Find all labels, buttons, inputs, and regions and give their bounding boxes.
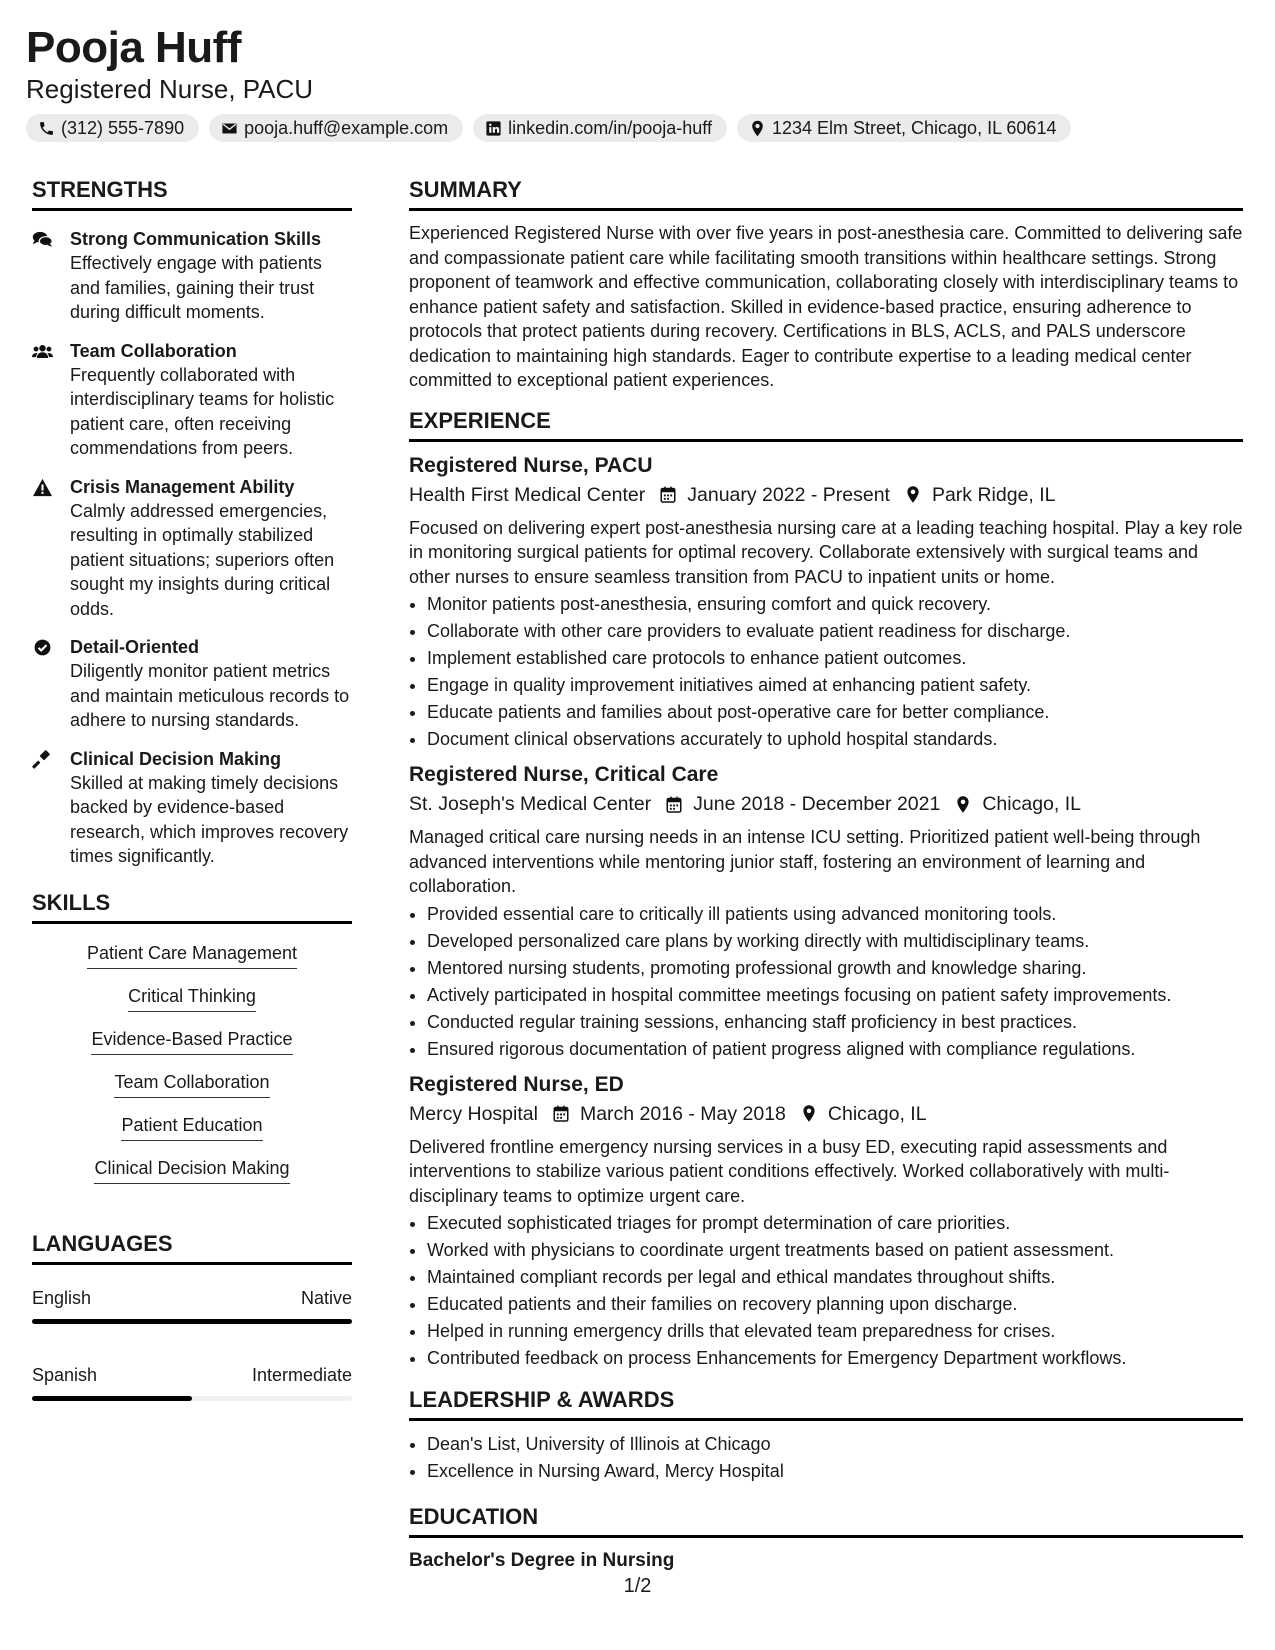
- list-item: • Excellence in Nursing Award, Mercy Hospital: [427, 1458, 1243, 1485]
- skill-tag: Patient Education: [32, 1112, 352, 1141]
- role-description: Managed critical care nursing needs in an intense ICU setting. Prioritized patient well-being through advanced interventions while mentoring junior staff, fostering an environment of learning and collaboration.: [409, 827, 1201, 896]
- strength-desc: Frequently collaborated with interdisciplinary teams for holistic patient care, often receiving commendations from peers.: [70, 364, 335, 458]
- strength-title: Clinical Decision Making: [70, 748, 282, 769]
- strength-item: [32, 227, 352, 325]
- skill-tag: Team Collaboration: [32, 1069, 352, 1098]
- language-name: Spanish: [32, 1364, 98, 1385]
- role-bullets: [409, 901, 1243, 1063]
- contact-address[interactable]: [737, 114, 1072, 142]
- strength-item: [32, 339, 352, 461]
- contact-email[interactable]: [209, 114, 463, 142]
- strength-desc: Diligently monitor patient metrics and maintain meticulous records to adhere to nursing standards.: [70, 661, 350, 730]
- role-location: Park Ridge, IL: [931, 483, 1056, 506]
- list-item: • Worked with physicians to coordinate urgent treatments based on patient assessment.: [427, 1237, 1243, 1264]
- language-level: Intermediate: [251, 1364, 352, 1385]
- skills-heading: SKILLS: [32, 889, 352, 924]
- contact-text: pooja.huff@example.com: [244, 117, 449, 138]
- page-number: 1/2: [623, 1575, 652, 1597]
- list-item: • Contributed feedback on process Enhancements for Emergency Department workflows.: [427, 1345, 1243, 1372]
- skill-tag: Patient Care Management: [32, 940, 352, 969]
- role-location: Chicago, IL: [827, 1102, 927, 1125]
- linkedin-icon: [485, 120, 502, 137]
- language-item: [32, 1362, 352, 1401]
- comments-icon: [32, 230, 53, 249]
- education-degree: Bachelor's Degree in Nursing: [409, 1550, 675, 1571]
- list-item: • Document clinical observations accurately to uphold hospital standards.: [427, 726, 1243, 753]
- strength-desc: Calmly addressed emergencies, resulting in optimally stabilized patient situations; superiors often sought my insights during critical odds.: [70, 500, 335, 619]
- list-item: • Engage in quality improvement initiatives aimed at enhancing patient safety.: [427, 672, 1243, 699]
- list-item: • Executed sophisticated triages for prompt determination of care priorities.: [427, 1210, 1243, 1237]
- strength-item: [32, 635, 352, 733]
- strength-desc: Skilled at making timely decisions backed by evidence-based research, which improves recovery times significantly.: [70, 772, 349, 866]
- list-item: • Implement established care protocols to enhance patient outcomes.: [427, 645, 1243, 672]
- calendar-icon: [665, 795, 683, 814]
- strength-item: [32, 747, 352, 869]
- list-item: • Ensured rigorous documentation of patient progress aligned with compliance regulations.: [427, 1036, 1243, 1063]
- experience-heading: EXPERIENCE: [409, 407, 1243, 442]
- role-title: Registered Nurse, Critical Care: [409, 763, 719, 786]
- role-employer: St. Joseph's Medical Center: [409, 793, 652, 815]
- list-item: • Monitor patients post-anesthesia, ensuring comfort and quick recovery.: [427, 591, 1243, 618]
- awards-list: [409, 1431, 1243, 1485]
- list-item: • Provided essential care to critically ill patients using advanced monitoring tools.: [427, 901, 1243, 928]
- left-column: [32, 176, 352, 1425]
- envelope-icon: [221, 120, 238, 137]
- skill-tag: Critical Thinking: [32, 983, 352, 1012]
- languages-heading: LANGUAGES: [32, 1230, 352, 1265]
- warning-icon: [32, 478, 53, 497]
- language-proficiency-bar: [32, 1319, 352, 1324]
- candidate-name: Pooja Huff: [26, 23, 241, 72]
- map-pin-icon: [904, 485, 922, 504]
- strength-title: Strong Communication Skills: [70, 229, 322, 249]
- contact-phone[interactable]: [26, 114, 199, 142]
- role-dates: June 2018 - December 2021: [693, 793, 941, 815]
- check-circle-icon: [32, 638, 53, 657]
- gavel-icon: [32, 750, 53, 769]
- strength-title: Crisis Management Ability: [70, 476, 295, 497]
- list-item: • Dean's List, University of Illinois at Chicago: [427, 1431, 1243, 1458]
- map-pin-icon: [954, 795, 972, 814]
- strengths-heading: STRENGTHS: [32, 176, 352, 211]
- strength-desc: Effectively engage with patients and families, gaining their trust during difficult moments.: [70, 253, 322, 322]
- experience-role: [409, 452, 1243, 754]
- calendar-icon: [552, 1104, 570, 1123]
- language-item: [32, 1285, 352, 1324]
- role-description: Focused on delivering expert post-anesthesia nursing care at a leading teaching hospital. Play a key role in monitoring surgical patients for optimal recovery. Collaborate extensively with surgical teams and other nurses to ensure seamless transition from PACU to inpatient units or home.: [409, 517, 1243, 587]
- education-heading: EDUCATION: [409, 1503, 1243, 1538]
- role-description: Delivered frontline emergency nursing services in a busy ED, executing rapid assessments and interventions to stabilize various patient conditions effectively. Worked collaboratively with multi-disciplinary teams to optimize urgent care.: [409, 1136, 1170, 1206]
- experience-role: [409, 761, 1243, 1063]
- contact-bar: [26, 114, 1071, 142]
- summary-heading: SUMMARY: [409, 176, 1243, 211]
- map-pin-icon: [749, 120, 766, 137]
- language-name: English: [32, 1287, 92, 1308]
- role-dates: January 2022 - Present: [687, 483, 890, 506]
- list-item: • Collaborate with other care providers to evaluate patient readiness for discharge.: [427, 618, 1243, 645]
- strength-title: Detail-Oriented: [70, 637, 200, 657]
- role-employer: Health First Medical Center: [409, 483, 646, 506]
- job-title: Registered Nurse, PACU: [26, 74, 314, 104]
- list-item: • Educated patients and their families on recovery planning upon discharge.: [427, 1291, 1243, 1318]
- map-pin-icon: [800, 1104, 818, 1123]
- role-employer: Mercy Hospital: [409, 1102, 538, 1125]
- language-proficiency-bar: [32, 1396, 352, 1401]
- calendar-icon: [659, 485, 677, 504]
- skill-tag: Evidence-Based Practice: [32, 1026, 352, 1055]
- strength-title: Team Collaboration: [70, 340, 237, 361]
- list-item: • Mentored nursing students, promoting professional growth and knowledge sharing.: [427, 955, 1243, 982]
- role-dates: March 2016 - May 2018: [579, 1102, 786, 1125]
- users-icon: [32, 342, 53, 361]
- list-item: • Maintained compliant records per legal and ethical mandates throughout shifts.: [427, 1264, 1243, 1291]
- language-level: Native: [300, 1287, 352, 1308]
- list-item: • Helped in running emergency drills that elevated team preparedness for crises.: [427, 1318, 1243, 1345]
- list-item: • Conducted regular training sessions, enhancing staff proficiency in best practices.: [427, 1009, 1243, 1036]
- role-location: Chicago, IL: [982, 793, 1081, 815]
- phone-icon: [38, 120, 55, 137]
- summary-text: Experienced Registered Nurse with over five years in post-anesthesia care. Committed to delivering safe and compassionate patient care while facilitating smooth transitions within healthcare settings. Strong proponent of teamwork and effective communication, collaborating closely with interdisciplinary teams to enhance patient safety and satisfaction. Skilled in evidence-based practice, ensuring adherence to protocols that protect patients during recovery. Certifications in BLS, ACLS, and PALS underscore dedication to maintaining high standards. Eager to contribute expertise to a leading medical center committed to exceptional patient experiences.: [409, 223, 1243, 390]
- contact-linkedin[interactable]: [473, 114, 727, 142]
- contact-text: 1234 Elm Street, Chicago, IL 60614: [771, 117, 1057, 138]
- list-item: • Actively participated in hospital committee meetings focusing on patient safety improvements.: [427, 982, 1243, 1009]
- role-bullets: [409, 1210, 1243, 1372]
- role-title: Registered Nurse, ED: [409, 1072, 624, 1096]
- skill-tag: Clinical Decision Making: [32, 1155, 352, 1184]
- strength-item: [32, 475, 352, 622]
- awards-heading: LEADERSHIP & AWARDS: [409, 1386, 1243, 1421]
- contact-text: (312) 555-7890: [61, 117, 185, 138]
- experience-role: [409, 1071, 1243, 1373]
- list-item: • Educate patients and families about post-operative care for better compliance.: [427, 699, 1243, 726]
- right-column: [409, 176, 1243, 1574]
- role-title: Registered Nurse, PACU: [409, 453, 653, 477]
- role-bullets: [409, 591, 1243, 753]
- contact-text: linkedin.com/in/pooja-huff: [508, 117, 712, 138]
- list-item: • Developed personalized care plans by working directly with multidisciplinary teams.: [427, 928, 1243, 955]
